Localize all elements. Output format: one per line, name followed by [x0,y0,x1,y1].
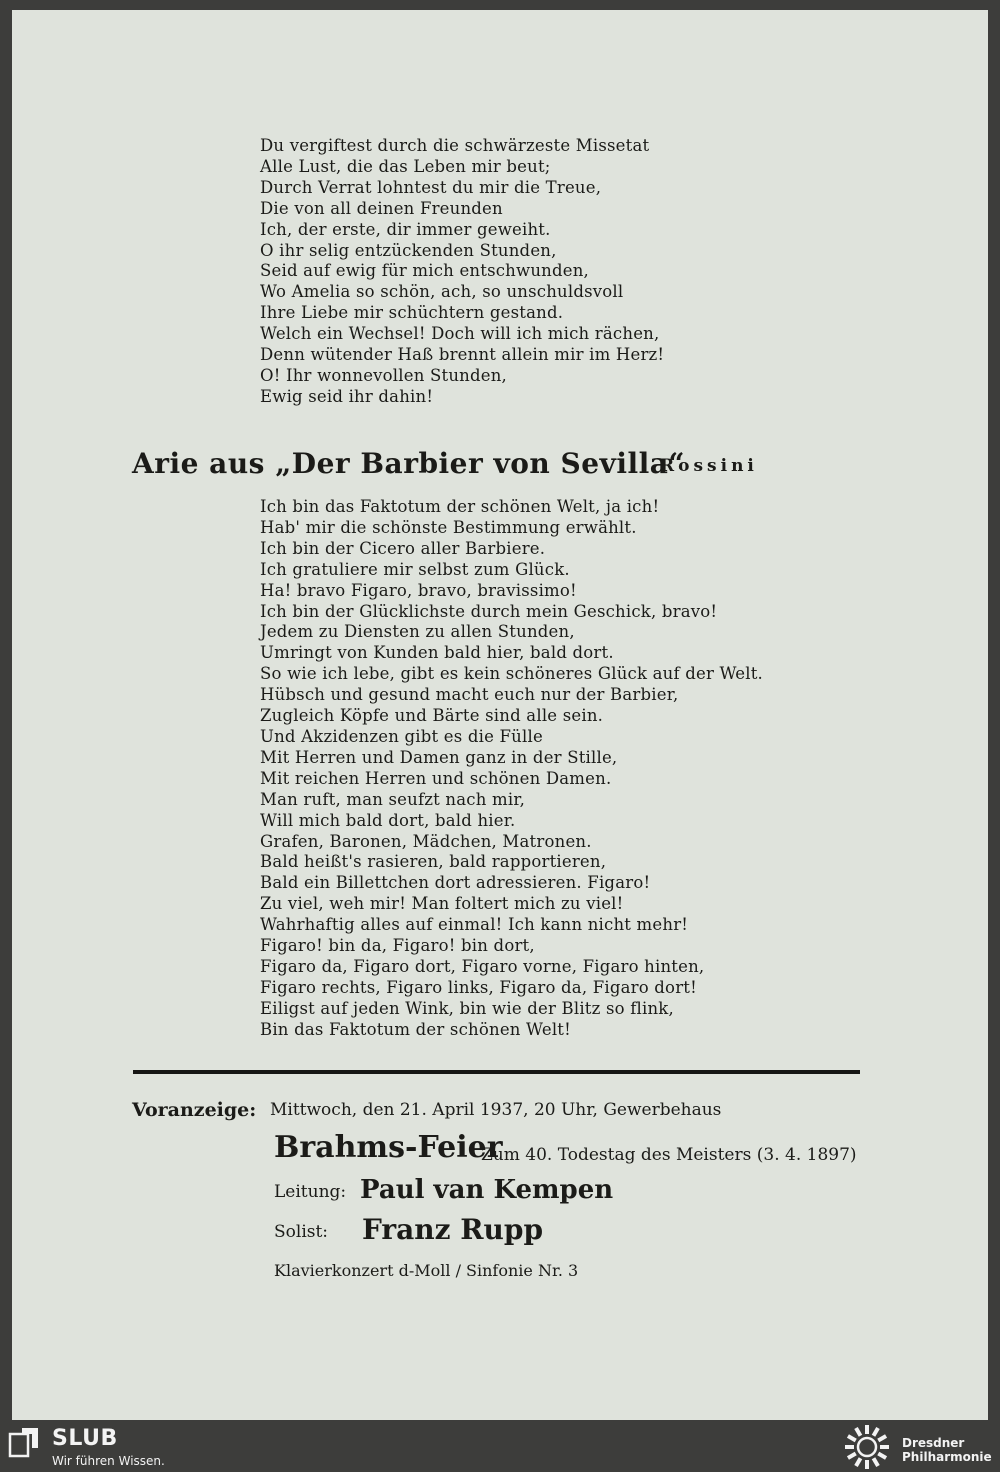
verse-line: Seid auf ewig für mich entschwunden, [260,261,589,281]
conductor-label: Leitung: [274,1182,347,1202]
aria-title: Arie aus „Der Barbier von Sevilla“ [132,447,685,480]
verse-line: Man ruft, man seufzt nach mir, [260,789,526,809]
verse-line: Ich, der erste, dir immer geweiht. [260,219,551,239]
recitative-text [260,136,664,408]
verse-line: Hab' mir die schönste Bestimmung erwählt. [260,517,637,537]
announcement-date: Mittwoch, den 21. April 1937, 20 Uhr, Gewerbehaus [270,1100,722,1120]
conductor-name: Paul van Kempen [360,1175,614,1205]
verse-line: Zu viel, weh mir! Man foltert mich zu viel! [260,894,624,914]
verse-line: Figaro! bin da, Figaro! bin dort, [260,936,535,956]
verse-line: Denn wütender Haß brennt allein mir im Herz! [260,345,665,365]
slub-tagline: Wir führen Wissen. [52,1454,165,1468]
philharmonie-logo-icon [842,1424,892,1470]
verse-line: O ihr selig entzückenden Stunden, [260,240,557,260]
verse-line: Bin das Faktotum der schönen Welt! [260,1019,571,1039]
verse-line: Eiligst auf jeden Wink, bin wie der Blitz so flink, [260,998,674,1018]
verse-line: Die von all deinen Freunden [260,198,503,218]
verse-line: Ha! bravo Figaro, bravo, bravissimo! [260,580,577,600]
verse-line: Zugleich Köpfe und Bärte sind alle sein. [260,706,604,726]
verse-line: Ich gratuliere mir selbst zum Glück. [260,559,570,579]
verse-line: Ich bin der Glücklichste durch mein Geschick, bravo! [260,601,718,621]
verse-line: Bald heißt's rasieren, bald rapportieren, [260,852,607,872]
aria-text [260,497,763,1041]
verse-line: Hübsch und gesund macht euch nur der Barbier, [260,685,679,705]
verse-line: Durch Verrat lohntest du mir die Treue, [260,177,602,197]
verse-line: O! Ihr wonnevollen Stunden, [260,365,507,385]
verse-line: Mit reichen Herren und schönen Damen. [260,768,612,788]
slub-name: SLUB [52,1426,118,1451]
divider-rule [133,1070,860,1074]
verse-line: Du vergiftest durch die schwärzeste Missetat [260,136,650,155]
verse-line: Ewig seid ihr dahin! [260,386,434,406]
verse-line: Wo Amelia so schön, ach, so unschuldsvoll [260,282,624,302]
soloist-label: Solist: [274,1222,329,1242]
verse-line: Grafen, Baronen, Mädchen, Matronen. [260,831,592,851]
verse-line: Ich bin der Cicero aller Barbiere. [260,538,546,558]
verse-line: So wie ich lebe, gibt es kein schöneres Glück auf der Welt. [260,664,764,684]
verse-line: Ich bin das Faktotum der schönen Welt, ja ich! [260,497,660,516]
verse-line: Wahrhaftig alles auf einmal! Ich kann nicht mehr! [260,915,689,935]
verse-line: Ihre Liebe mir schüchtern gestand. [260,303,564,323]
program-text: Klavierkonzert d-Moll / Sinfonie Nr. 3 [274,1261,579,1280]
announcement-event: Brahms-Feier [274,1130,503,1165]
announcement-event-subtitle: Zum 40. Todestag des Meisters (3. 4. 1897) [481,1145,857,1165]
verse-line: Alle Lust, die das Leben mir beut; [260,156,551,176]
announcement-label: Voranzeige: [132,1099,257,1121]
verse-line: Will mich bald dort, bald hier. [260,810,516,830]
philharmonie-line2: Philharmonie [902,1450,992,1464]
verse-line: Und Akzidenzen gibt es die Fülle [260,726,543,746]
philharmonie-name [902,1436,992,1464]
verse-line: Umringt von Kunden bald hier, bald dort. [260,643,614,663]
verse-line: Bald ein Billettchen dort adressieren. Figaro! [260,873,651,893]
footer-bar [0,1420,1000,1472]
verse-line: Figaro da, Figaro dort, Figaro vorne, Figaro hinten, [260,956,705,976]
verse-line: Figaro rechts, Figaro links, Figaro da, Figaro dort! [260,977,697,997]
verse-line: Jedem zu Diensten zu allen Stunden, [260,622,575,642]
verse-line: Welch ein Wechsel! Doch will ich mich rächen, [260,324,660,344]
document-page [12,10,988,1420]
philharmonie-line1: Dresdner [902,1436,965,1450]
soloist-name: Franz Rupp [362,1213,544,1246]
verse-line: Mit Herren und Damen ganz in der Stille, [260,747,618,767]
aria-composer: Rossini [660,456,758,476]
slub-logo-icon [8,1426,40,1458]
